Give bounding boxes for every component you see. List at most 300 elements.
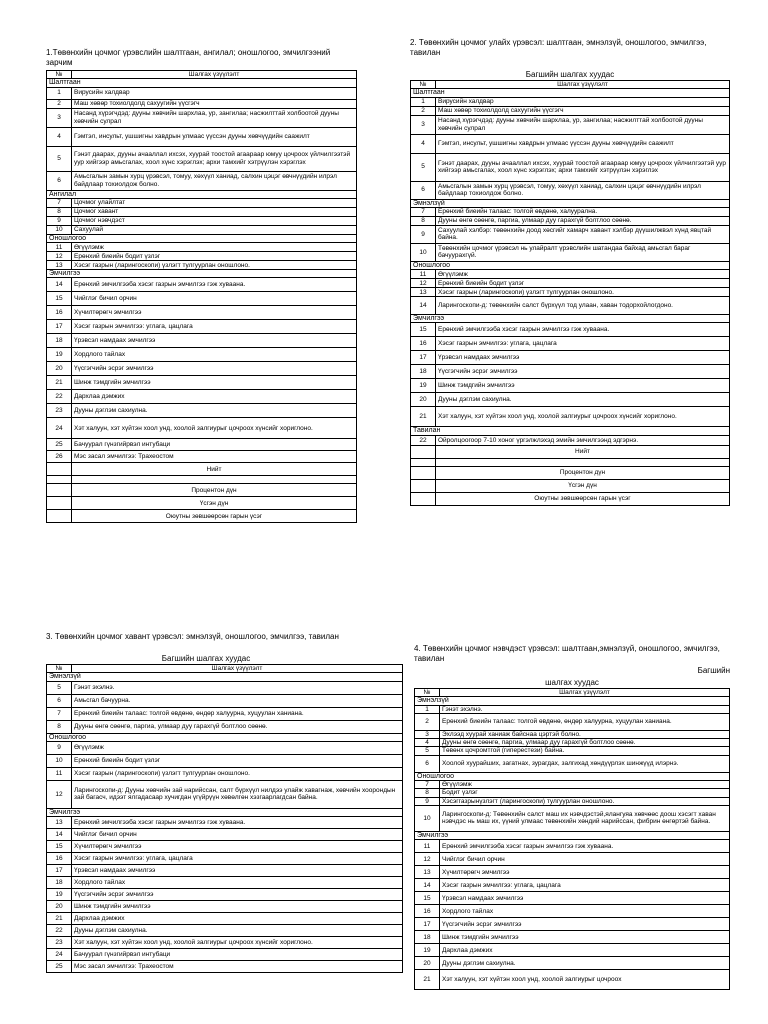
row-number: 21: [47, 913, 72, 925]
section-heading: Оношлогоо: [415, 772, 730, 780]
summary-number-cell: [411, 492, 436, 505]
row-number: 6: [411, 181, 436, 199]
summary-number-cell: [47, 497, 72, 510]
row-criteria: Насанд хүрэгчдэд: дууны хөвчийн шархлаа, ур, зангилаа; насжилттай холбоотой дууны хөвчийн сулрал: [436, 115, 730, 134]
summary-label: Процентон дүн: [436, 466, 730, 479]
row-number: 4: [411, 134, 436, 153]
row-criteria: Хордлого тайлах: [72, 348, 357, 362]
table-row: [47, 348, 357, 362]
summary-label: Оюутны зөвшөөрсөн гарын үсэг: [72, 510, 357, 523]
row-criteria: Чийглэг бичил орчин: [72, 829, 403, 841]
row-number: 3: [47, 108, 72, 127]
section-heading: Эмнэлзүй: [411, 199, 730, 207]
row-number: 15: [411, 323, 436, 337]
header-number: №: [47, 71, 72, 79]
row-criteria: Амьсгалын замын хурц үрэвсэл, томуу, хөхүүл ханиад, салхин цэцэг өвчнүүдийн илрэл байдлаар тохиолдож болно.: [436, 181, 730, 199]
row-criteria: Хэсэг газрын эмчилгээ: углага, цацлага: [72, 853, 403, 865]
row-criteria: Сахуулай хэлбэр: төвөнхийн доод хөсгийг хамарч хавант хэлбэр дүүшилжвэл хүнд явцтай байна.: [436, 225, 730, 243]
table-row: [415, 892, 730, 905]
header-number: №: [415, 689, 440, 697]
section-heading-row: [411, 89, 730, 97]
table-row: [411, 297, 730, 315]
section-heading-row: [47, 808, 403, 816]
row-number: 9: [411, 225, 436, 243]
summary-number-cell: [47, 510, 72, 523]
section-4-title: 4. Төвөнхийн цочмог нэвчдэст үрэвсэл: шалтгаан,эмнэлзүй, оношлогоо, эмчилгээ, тавилан: [414, 644, 720, 663]
header-criteria: Шалгах үзүүлэлт: [72, 665, 403, 673]
row-number: 18: [411, 365, 436, 379]
row-criteria: Өгүүлэмж: [440, 781, 730, 789]
table-row: [47, 225, 357, 234]
table-row: [47, 252, 357, 261]
table-row: [47, 390, 357, 404]
table-row: [47, 720, 403, 733]
table-row: [47, 949, 403, 961]
row-number: 17: [411, 351, 436, 365]
table-row: [411, 225, 730, 243]
row-number: 12: [47, 780, 72, 808]
summary-label: Үсгэн дүн: [436, 479, 730, 492]
table-row: [47, 99, 357, 108]
table-row: [47, 707, 403, 720]
row-number: 17: [47, 865, 72, 877]
table-row: [47, 829, 403, 841]
row-number: 14: [47, 829, 72, 841]
section-heading: Эмчилгээ: [415, 831, 730, 839]
table-row: [411, 153, 730, 181]
row-number: 18: [47, 877, 72, 889]
summary-label: Нийт: [72, 463, 357, 476]
table-row: [411, 379, 730, 393]
section-heading-row: [47, 733, 403, 741]
section-heading: Оношлогоо: [47, 733, 403, 741]
row-criteria: Үрэвсэл намдаах эмчилгээ: [436, 351, 730, 365]
row-number: 8: [415, 789, 440, 797]
row-criteria: Амьсгалын замын хурц үрэвсэл, томуу, хөхүүл ханиад, салхин цэцэг өвчнүүдийн илрэл байдлаар тохиолдож болно.: [72, 171, 357, 190]
row-number: 14: [47, 278, 72, 292]
row-number: 25: [47, 439, 72, 451]
row-criteria: Ерөнхий биеийн бодит үзлэг: [72, 754, 403, 767]
table-row: [415, 905, 730, 918]
row-criteria: Хэсэг газрын эмчилгээ: углага, цацлага: [72, 320, 357, 334]
row-criteria: Мэс засал эмчилгээ: Трахеостом: [72, 451, 357, 463]
row-number: 6: [47, 694, 72, 707]
row-criteria: Гэмтэл, инсульт, ушшигны хавдрын улмаас үүссэн дууны хөвчүүдийн саажилт: [72, 127, 357, 146]
row-criteria: Өгүүлэмж: [72, 741, 403, 754]
table-row: [411, 337, 730, 351]
section-2-title: 2. Төвөнхийн цочмог улайх үрэвсэл: шалтгаан, эмнэлзүй, оношлогоо, эмчилгээ, тавилан: [410, 38, 707, 57]
table-row: [47, 925, 403, 937]
table-row: [47, 913, 403, 925]
row-criteria: Шинж тэмдгийн эмчилгээ: [72, 376, 357, 390]
summary-label: Үсгэн дүн: [72, 497, 357, 510]
row-criteria: Дууны дэглэм сахиулна.: [72, 404, 357, 418]
table-row: [47, 334, 357, 348]
table-row: [47, 817, 403, 829]
row-number: 1: [47, 87, 72, 99]
row-criteria: Үрэвсэл намдаах эмчилгээ: [72, 334, 357, 348]
section-heading: Шалтгаан: [411, 89, 730, 97]
row-criteria: Ерөнхий биеийн талаас: толгой өвдөнө, халуурална.: [436, 207, 730, 216]
row-number: 19: [415, 944, 440, 957]
row-number: 2: [47, 99, 72, 108]
row-number: 20: [411, 393, 436, 407]
table-row: [47, 306, 357, 320]
table-row: [415, 944, 730, 957]
table-row: [47, 937, 403, 949]
row-number: 5: [47, 681, 72, 694]
row-number: 12: [415, 853, 440, 866]
row-number: 15: [415, 892, 440, 905]
row-number: 7: [415, 781, 440, 789]
summary-number-cell: [47, 463, 72, 476]
table-row: [47, 362, 357, 376]
row-number: 10: [415, 805, 440, 831]
row-criteria: Вирусийн халдвар: [72, 87, 357, 99]
blank-row: [47, 476, 357, 484]
table-row: [47, 841, 403, 853]
row-number: 19: [47, 348, 72, 362]
table-row: [415, 853, 730, 866]
row-number: 22: [411, 435, 436, 445]
section-4-subtitle: шалгах хуудас: [545, 678, 599, 687]
table-row: [415, 879, 730, 892]
row-criteria: Дууны дэглэм сахиулна.: [72, 925, 403, 937]
row-number: 5: [47, 146, 72, 171]
row-number: 13: [411, 288, 436, 297]
table-row: [411, 323, 730, 337]
row-criteria: Дууны дэглэм сахиулна.: [440, 957, 730, 970]
row-number: 14: [411, 297, 436, 315]
row-number: 20: [47, 362, 72, 376]
table-row: [47, 961, 403, 973]
row-number: 7: [47, 198, 72, 207]
row-number: 9: [47, 741, 72, 754]
table-row: [411, 365, 730, 379]
summary-row: [411, 466, 730, 479]
section-heading-row: [47, 190, 357, 198]
row-number: 3: [411, 115, 436, 134]
row-criteria: Маш хөвөр тохиолдолд сахуугийн үүсгэгч: [436, 106, 730, 115]
row-criteria: Эхлээд хуурай ханиаж байснаа цэртэй болно.: [440, 730, 730, 738]
section-3-subtitle: Багшийн шалгах хуудас: [161, 654, 251, 663]
table-row: [415, 931, 730, 944]
row-criteria: Ларингоскопи-д: Төвөнхийн салст маш их нэвчдэстэй,ялангуяа хөвчөөс доош хэсэгт хаван нэвчдэс нь маш их, үүний улмаас төвөнхийн хөндий нарийссан, фибрин өнгөртэй байна.: [440, 805, 730, 831]
row-number: 24: [47, 418, 72, 439]
section-heading: Эмчилгээ: [411, 315, 730, 323]
table-row: [411, 279, 730, 288]
table-row: [47, 216, 357, 225]
row-criteria: Хүчилтөрөгч эмчилгээ: [440, 866, 730, 879]
summary-number-cell: [411, 466, 436, 479]
table-row: [411, 97, 730, 106]
row-number: 18: [415, 931, 440, 944]
section-heading-row: [411, 199, 730, 207]
row-number: 17: [415, 918, 440, 931]
row-number: 2: [411, 106, 436, 115]
row-number: 4: [415, 739, 440, 747]
row-criteria: Цочмог улайлтат: [72, 198, 357, 207]
row-criteria: Дархлаа дэмжих: [440, 944, 730, 957]
section-heading-row: [411, 315, 730, 323]
table-row: [47, 418, 357, 439]
section-1: [46, 46, 357, 523]
row-number: 5: [411, 153, 436, 181]
table-row: [47, 741, 403, 754]
row-criteria: Ерөнхий эмчилгээба хэсэг газрын эмчилгээ гэж хуваана.: [436, 323, 730, 337]
table-row: [415, 970, 730, 990]
row-criteria: Хэсэг газрын (ларингоскопи) үзлэгт тулгуурлан оношлоно.: [72, 767, 403, 780]
row-number: 10: [47, 754, 72, 767]
row-criteria: Хордлого тайлах: [72, 877, 403, 889]
table-row: [47, 681, 403, 694]
row-criteria: Хордлого тайлах: [440, 905, 730, 918]
row-criteria: Цочмог нэвчдэст: [72, 216, 357, 225]
row-criteria: Маш хөвөр тохиолдолд сахуугийн үүсгэгч: [72, 99, 357, 108]
row-criteria: Хэсэг газрын эмчилгээ: углага, цацлага: [436, 337, 730, 351]
row-number: 8: [411, 216, 436, 225]
table-row: [411, 181, 730, 199]
row-criteria: Шинж тэмдгийн эмчилгээ: [440, 931, 730, 944]
row-criteria: Цочмог хавант: [72, 207, 357, 216]
row-number: 7: [411, 207, 436, 216]
section-heading: Ангилал: [47, 190, 357, 198]
row-criteria: Гэнэт даарах, дууны ачааллал ихсэх, хуурай тоостой агаараар юмуу цочроох үйлчилгээтэй уур хийгээр амьсгалах, хоол хүнс хэрэглэх; архи тамхийг хэтрүүлэн хэрэглэх: [436, 153, 730, 181]
row-number: 12: [47, 252, 72, 261]
table-row: [47, 376, 357, 390]
row-number: 20: [415, 957, 440, 970]
header-criteria: Шалгах үзүүлэлт: [440, 689, 730, 697]
row-number: 9: [415, 797, 440, 805]
row-number: 21: [47, 376, 72, 390]
row-criteria: Дууны өнгө сөөнгө, паргиа, улмаар дуу гарахгүй болтлоо сөөнө.: [440, 739, 730, 747]
row-number: 9: [47, 216, 72, 225]
table-row: [415, 713, 730, 730]
section-heading: Эмчилгээ: [47, 270, 357, 278]
row-criteria: Гэнэт эхэлнэ.: [440, 705, 730, 713]
row-criteria: Үүсгэгчийн эсрэг эмчилгээ: [72, 889, 403, 901]
table-row: [411, 288, 730, 297]
table-row: [411, 407, 730, 427]
row-number: 8: [47, 207, 72, 216]
table-row: [415, 957, 730, 970]
row-criteria: Хоолой хуурайших, загатнах, зурагдах, залгихад хөндүүрлэх шинжүүд илэрнэ.: [440, 755, 730, 772]
summary-row: [411, 479, 730, 492]
row-criteria: Дууны дэглэм сахиулна.: [436, 393, 730, 407]
section-heading-row: [47, 234, 357, 242]
row-criteria: Чийглэг бичил орчин: [440, 853, 730, 866]
row-number: 3: [415, 730, 440, 738]
row-criteria: Хүчилтөрөгч эмчилгээ: [72, 841, 403, 853]
row-criteria: Үрэвсэл намдаах эмчилгээ: [440, 892, 730, 905]
table-row: [47, 877, 403, 889]
row-criteria: Хэсэг газрын эмчилгээ: углага, цацлага: [440, 879, 730, 892]
row-criteria: Гэмтэл, инсульт, ушшигны хавдрын улмаас үүссэн дууны хөвчүүдийн саажилт: [436, 134, 730, 153]
blank-row: [411, 458, 730, 466]
table-row: [415, 730, 730, 738]
row-number: 16: [411, 337, 436, 351]
table-row: [47, 261, 357, 270]
summary-number-cell: [47, 484, 72, 497]
table-row: [47, 87, 357, 99]
section-heading: Оношлогоо: [47, 234, 357, 242]
table-row: [411, 435, 730, 445]
row-criteria: Ерөнхий эмчилгээба хэсэг газрын эмчилгээ гэж хуваана.: [440, 840, 730, 853]
row-number: 15: [47, 292, 72, 306]
table-row: [411, 207, 730, 216]
table-row: [415, 805, 730, 831]
table-header-row: [415, 689, 730, 697]
summary-row: [47, 484, 357, 497]
section-heading-row: [415, 772, 730, 780]
row-number: 8: [47, 720, 72, 733]
row-criteria: Хэт халуун, хэт хүйтэн хоол унд, хоолой залгиурыг цочроох хүнсийг хориглоно.: [72, 937, 403, 949]
summary-label: Нийт: [436, 445, 730, 458]
table-row: [47, 780, 403, 808]
summary-number-cell: [47, 476, 72, 484]
row-criteria: Шинж тэмдгийн эмчилгээ: [72, 901, 403, 913]
row-number: 10: [411, 243, 436, 261]
row-criteria: Ерөнхий биеийн талаас: толгой өвдөнө, өндөр халуурна, хуцуулан ханиана.: [440, 713, 730, 730]
section-heading-row: [47, 673, 403, 681]
row-number: 19: [411, 379, 436, 393]
section-2-subtitle: Багшийн шалгах хуудас: [525, 70, 615, 79]
table-row: [415, 866, 730, 879]
blank-cell: [436, 458, 730, 466]
table-row: [47, 451, 357, 463]
row-criteria: Амьсгал бачуурна.: [72, 694, 403, 707]
checklist-table-2: [410, 80, 730, 506]
summary-row: [47, 510, 357, 523]
row-criteria: Ерөнхий эмчилгээба хэсэг газрын эмчилгээ гэж хуваана.: [72, 278, 357, 292]
section-1-title: 1.Төвөнхийн цочмог үрэвслийн шалтгаан, ангилал; оношлогоо, эмчилгээний зарчим: [46, 48, 331, 67]
table-row: [415, 781, 730, 789]
row-criteria: Дархлаа дэмжих: [72, 390, 357, 404]
table-row: [415, 789, 730, 797]
section-heading: Тавилан: [411, 427, 730, 435]
table-row: [47, 439, 357, 451]
table-row: [47, 901, 403, 913]
summary-number-cell: [411, 458, 436, 466]
table-row: [415, 755, 730, 772]
row-criteria: Ерөнхий биеийн бодит үзлэг: [72, 252, 357, 261]
table-row: [411, 393, 730, 407]
row-criteria: Ерөнхий эмчилгээба хэсэг газрын эмчилгээ гэж хуваана.: [72, 817, 403, 829]
row-number: 1: [415, 705, 440, 713]
section-4-teacher-label: Багшийн: [697, 666, 730, 675]
row-number: 19: [47, 889, 72, 901]
summary-number-cell: [411, 445, 436, 458]
row-number: 22: [47, 390, 72, 404]
row-number: 17: [47, 320, 72, 334]
checklist-table-3: [46, 664, 403, 973]
summary-row: [47, 463, 357, 476]
table-row: [47, 889, 403, 901]
section-heading-row: [411, 427, 730, 435]
table-row: [411, 270, 730, 279]
summary-row: [411, 492, 730, 505]
section-4: [414, 644, 730, 990]
row-number: 10: [47, 225, 72, 234]
row-criteria: Хэт халуун, хэт хүйтэн хоол унд, хоолой залгиурыг цочроох: [440, 970, 730, 990]
summary-row: [47, 497, 357, 510]
section-heading: Оношлогоо: [411, 261, 730, 269]
row-number: 26: [47, 451, 72, 463]
row-criteria: Чийглэг бичил орчин: [72, 292, 357, 306]
row-criteria: Ерөнхий биеийн талаас: толгой өвдөнө, өндөр халуурна, хуцуулан ханиана.: [72, 707, 403, 720]
table-row: [47, 767, 403, 780]
row-number: 16: [415, 905, 440, 918]
table-row: [47, 108, 357, 127]
row-criteria: Гэнэт эхэлнэ.: [72, 681, 403, 694]
row-number: 23: [47, 404, 72, 418]
row-criteria: Үүсгэгчийн эсрэг эмчилгээ: [72, 362, 357, 376]
row-criteria: Сахуулай: [72, 225, 357, 234]
table-row: [47, 404, 357, 418]
table-row: [411, 115, 730, 134]
row-criteria: Насанд хүрэгчдэд: дууны хөвчийн шархлаа, ур, зангилаа; насжилттай холбоотой дууны хөвчийн сулрал: [72, 108, 357, 127]
row-criteria: Хэсэг газрын (ларингоскопи) үзлэгт тулгуурлан оношлоно.: [436, 288, 730, 297]
section-heading-row: [415, 831, 730, 839]
checklist-table-4: [414, 688, 730, 990]
section-2: [410, 38, 730, 506]
row-number: 21: [411, 407, 436, 427]
row-criteria: Гэнэт даарах, дууны ачааллал ихсэх, хуурай тоостой агаараар юмуу цочроох үйлчилгээтэй уур хийгээр амьсгалах, хоол хүнс хэрэглэх; архи тамхийг хэтрүүлэн хэрэглэх: [72, 146, 357, 171]
blank-cell: [72, 476, 357, 484]
row-number: 20: [47, 901, 72, 913]
row-criteria: Дууны өнгө сөөнгө, паргиа, улмаар дуу гарахгүй болтлоо сөөнө.: [72, 720, 403, 733]
section-heading: Эмнэлзүй: [47, 673, 403, 681]
row-criteria: Хэт халуун, хэт хүйтэн хоол унд, хоолой залгиурыг цочроох хүнсийг хориглоно.: [436, 407, 730, 427]
summary-row: [411, 445, 730, 458]
table-row: [47, 853, 403, 865]
row-number: 18: [47, 334, 72, 348]
table-row: [411, 106, 730, 115]
row-criteria: Хэсэггазрынүзлэгт (ларингоскопи) тулгуурлан оношлоно.: [440, 797, 730, 805]
section-heading: Эмчилгээ: [47, 808, 403, 816]
row-number: 15: [47, 841, 72, 853]
row-number: 22: [47, 925, 72, 937]
table-header-row: [411, 81, 730, 89]
row-number: 11: [411, 270, 436, 279]
row-number: 23: [47, 937, 72, 949]
row-criteria: Бодит үзлэг: [440, 789, 730, 797]
table-header-row: [47, 665, 403, 673]
row-criteria: Ларингоскопи-д: төвөнхийн салст бүрхүүл тод улаан, хаван тодорхойлогдоно.: [436, 297, 730, 315]
summary-label: Оюутны зөвшөөрсөн гарын үсэг: [436, 492, 730, 505]
table-row: [47, 243, 357, 252]
row-criteria: Вирусийн халдвар: [436, 97, 730, 106]
row-number: 25: [47, 961, 72, 973]
row-number: 6: [415, 755, 440, 772]
row-number: 11: [47, 243, 72, 252]
header-criteria: Шалгах үзүүлэлт: [436, 81, 730, 89]
row-criteria: Хэт халуун, хэт хүйтэн хоол унд, хоолой залгиурыг цочроох хүнсийг хориглоно.: [72, 418, 357, 439]
row-number: 16: [47, 306, 72, 320]
table-row: [47, 292, 357, 306]
header-criteria: Шалгах үзүүлэлт: [72, 71, 357, 79]
table-row: [415, 747, 730, 755]
row-number: 1: [411, 97, 436, 106]
row-number: 2: [415, 713, 440, 730]
table-row: [47, 171, 357, 190]
row-criteria: Бачуурал гүнзгийрвэл интубаци: [72, 949, 403, 961]
table-row: [47, 754, 403, 767]
table-row: [415, 797, 730, 805]
table-row: [47, 146, 357, 171]
table-header-row: [47, 71, 357, 79]
row-number: 7: [47, 707, 72, 720]
